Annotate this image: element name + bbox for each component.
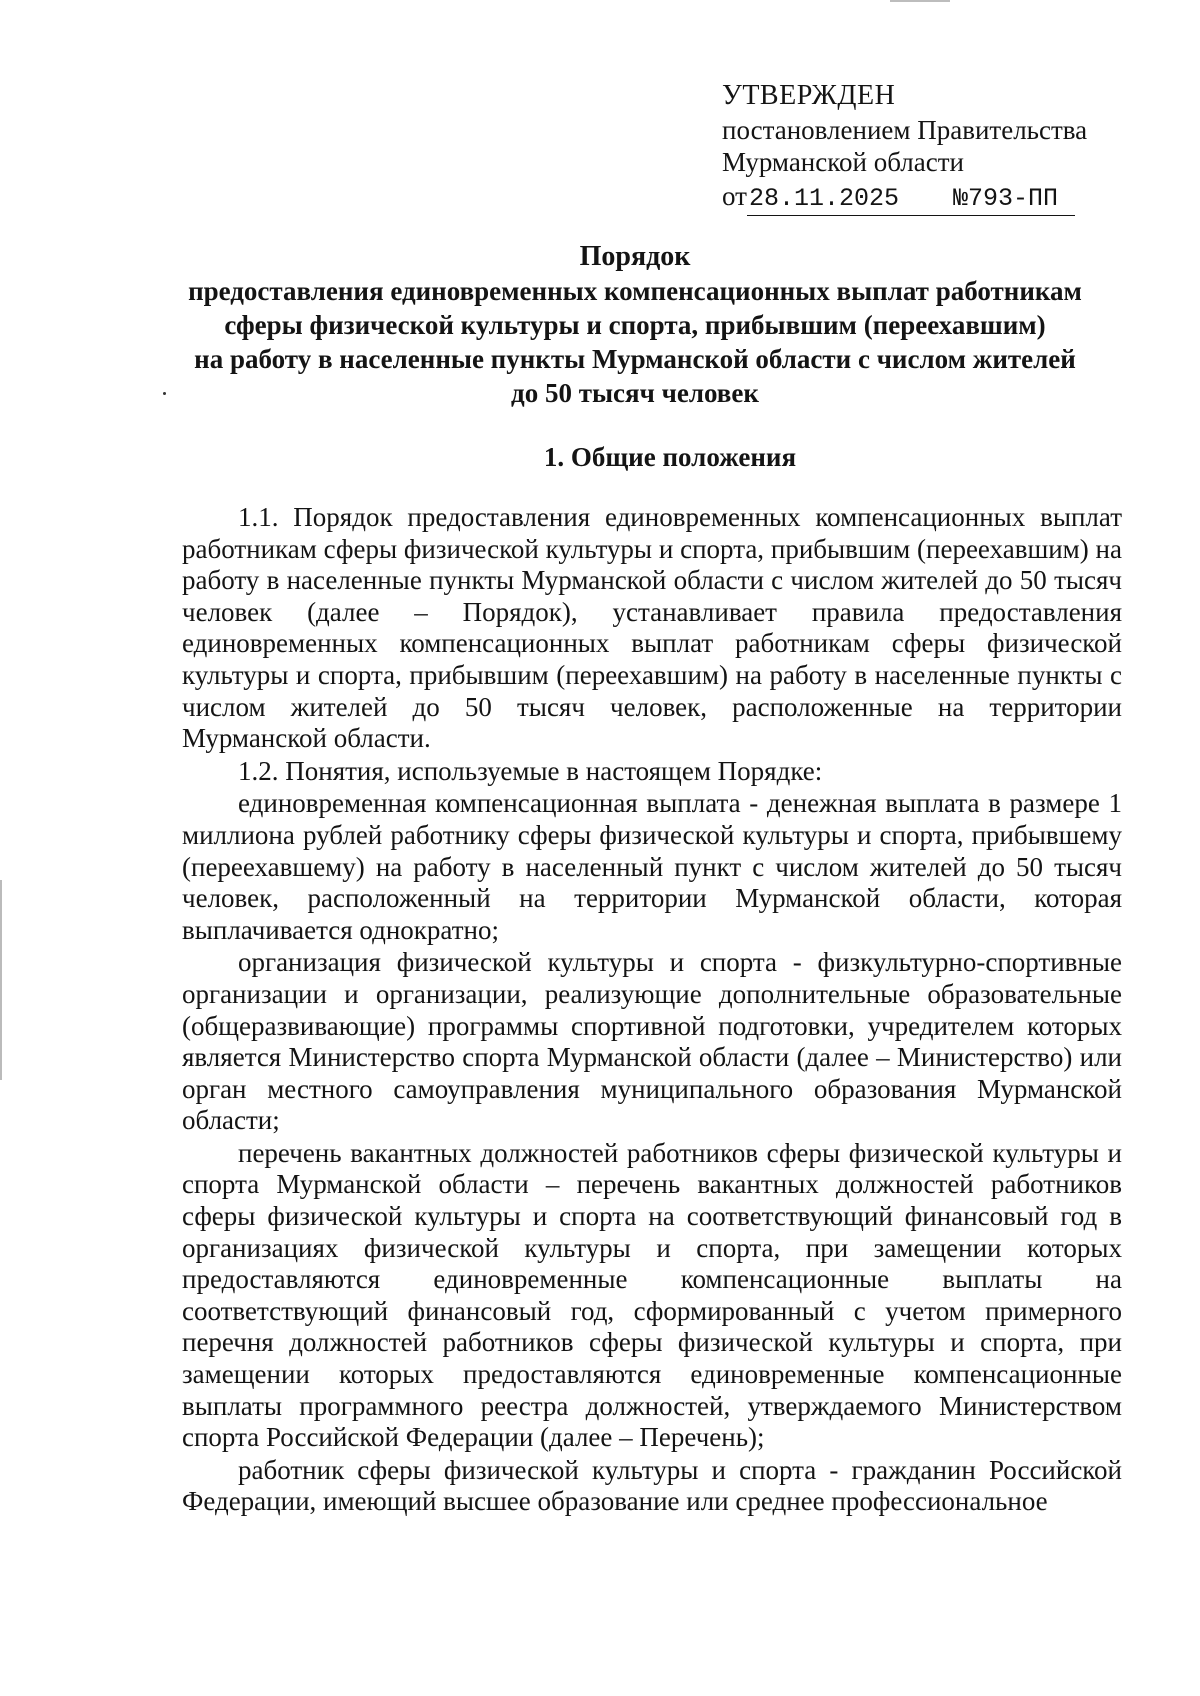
title-main: Порядок <box>579 241 691 272</box>
paragraph: работник сферы физической культуры и спорта - гражданин Российской Федерации, имеющий высшее образование или среднее профессиональное <box>182 1454 1122 1517</box>
approval-stamp <box>722 80 1122 216</box>
paragraph: организация физической культуры и спорта - физкультурно-спортивные организации и организации, реализующие дополнительные образовательные (общеразвивающие) программы спортивной подготовки, учредителем которых является Министерство спорта Мурманской области (далее – Министерство) или орган местного самоуправления муниципального образования Мурманской области; <box>182 947 1122 1136</box>
title-line: на работу в населенные пункты Мурманской области с числом жителей <box>194 344 1076 374</box>
paragraph: 1.1. Порядок предоставления единовременных компенсационных выплат работникам сферы физической культуры и спорта, прибывшим (переехавшим) на работу в населенные пункты Мурманской области с числом жителей до 50 тысяч человек (далее – Порядок), устанавливает правила предоставления единовременных компенсационных выплат работникам сферы физической культуры и спорта, прибывшим (переехавшим) на работу в населенные пункты с числом жителей до 50 тысяч человек, расположенные на территории Мурманской области. <box>182 502 1122 754</box>
paragraph: единовременная компенсационная выплата - денежная выплата в размере 1 миллиона рублей работнику сферы физической культуры и спорта, прибывшему (переехавшему) на работу в населенный пункт с числом жителей до 50 тысяч человек, расположенный на территории Мурманской области, которая выплачивается однократно; <box>182 788 1122 945</box>
title-line: сферы физической культуры и спорта, прибывшим (переехавшим) <box>224 310 1046 340</box>
title-line: предоставления единовременных компенсационных выплат работникам <box>188 276 1082 306</box>
approval-heading: УТВЕРЖДЕН <box>722 80 896 111</box>
section-heading: 1. Общие положения <box>543 442 797 472</box>
approval-line: постановлением Правительства <box>722 115 1088 145</box>
title-line: до 50 тысяч человек <box>511 378 759 408</box>
date-prefix: от <box>722 181 747 211</box>
approval-date-line <box>722 180 1122 216</box>
approval-number: №793-ПП <box>953 183 1075 216</box>
document-title <box>150 240 1120 410</box>
scan-artifact <box>890 0 950 2</box>
paragraph: 1.2. Понятия, используемые в настоящем Порядке: <box>238 755 823 786</box>
paragraph: перечень вакантных должностей работников сферы физической культуры и спорта Мурманской области – перечень вакантных должностей работников сферы физической культуры и спорта на соответствующий финансовый год в организациях физической культуры и спорта, при замещении которых предоставляются единовременные компенсационные выплаты на соответствующий финансовый год, сформированный с учетом примерного перечня должностей работников сферы физической культуры и спорта, при замещении которых предоставляются единовременные компенсационные выплаты программного реестра должностей, утверждаемого Министерством спорта Российской Федерации (далее – Перечень); <box>182 1137 1122 1453</box>
approval-line: Мурманской области <box>722 147 964 177</box>
scan-artifact <box>0 880 2 1080</box>
approval-date: 28.11.2025 <box>747 183 953 216</box>
document-body <box>182 502 1122 1518</box>
